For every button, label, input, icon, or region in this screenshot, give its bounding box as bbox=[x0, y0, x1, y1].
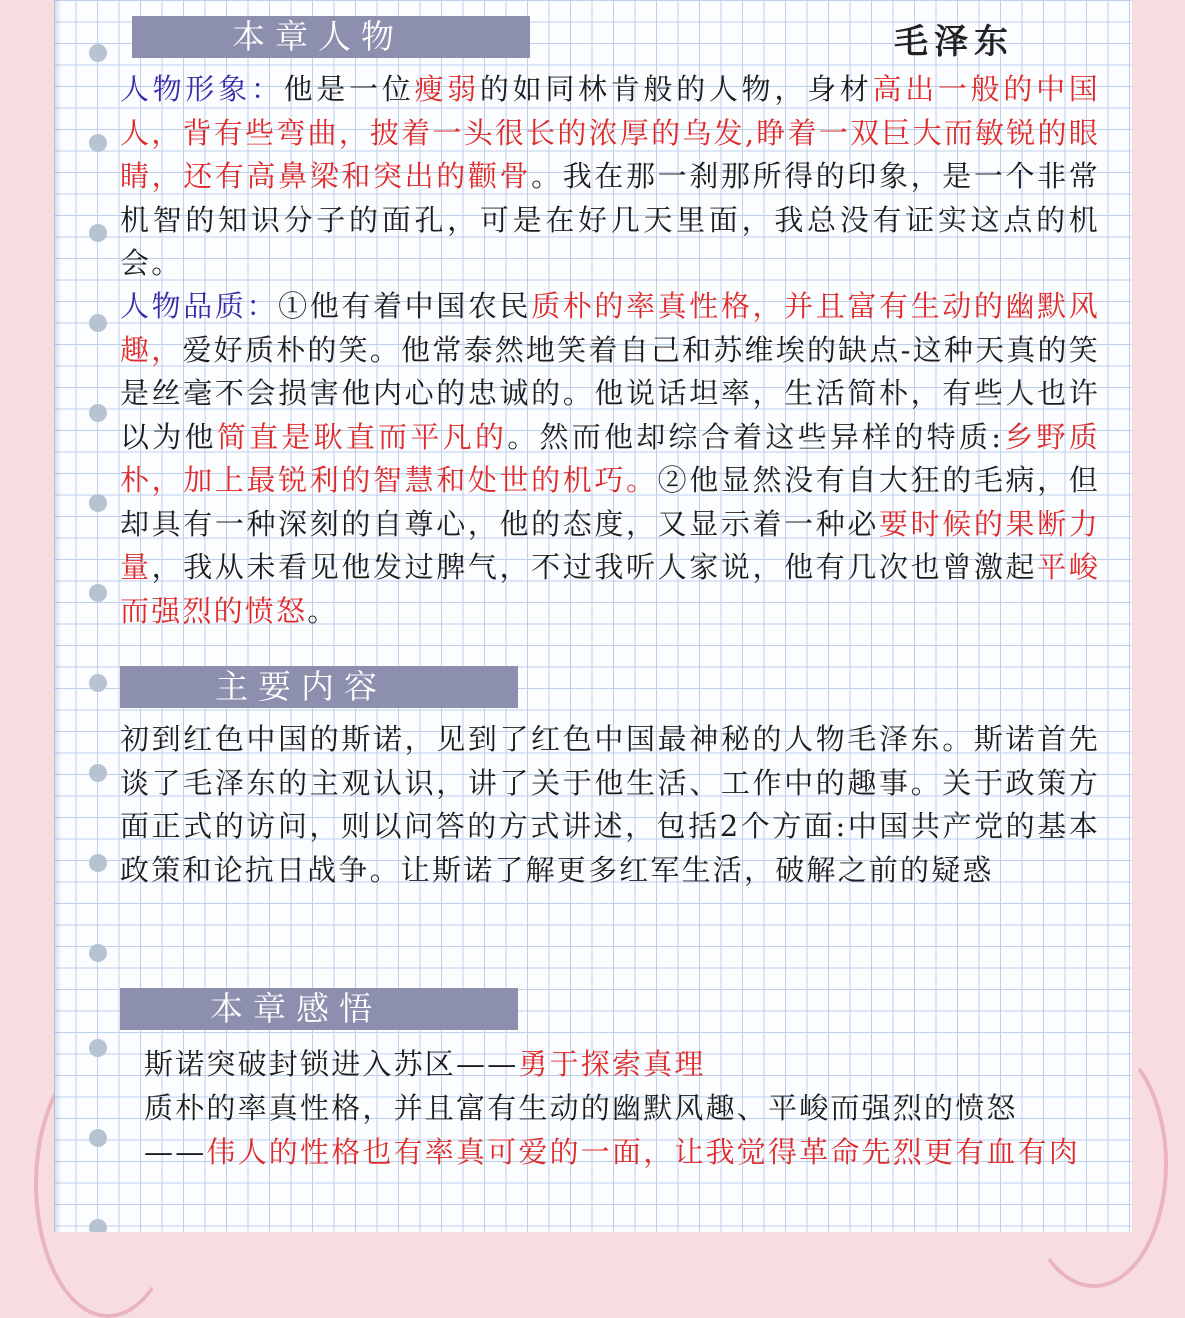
body-text: 爱好质朴的笑。他常泰然地笑着自己和苏维埃的缺点-这种天真的笑是丝毫不会损害他内心的忠诚的。他说话坦率，生活简朴，有些人也许以为他 bbox=[120, 332, 1100, 454]
binder-hole bbox=[89, 1219, 107, 1232]
binder-hole bbox=[89, 1039, 107, 1057]
section-title: 本章感悟 bbox=[210, 989, 382, 1028]
highlight-text: 高出一般的中国人，背有些弯曲，披着一头很长的浓厚的乌发,睁着一双巨大而敏锐的眼睛，还有高鼻梁和突出的颧骨 bbox=[120, 72, 1100, 193]
highlight-text: 质朴的率真性格，并且富有生动的幽默风趣， bbox=[120, 289, 1100, 367]
binder-hole bbox=[89, 44, 107, 62]
character-image-paragraph bbox=[120, 68, 1100, 286]
reflection-line-3 bbox=[144, 1130, 1119, 1174]
body-text: 。我在那一刹那所得的印象，是一个非常机智的知识分子的面孔，可是在好几天里面，我总没有证实这点的机会。 bbox=[120, 159, 1100, 280]
body-text: 的如同林肯般的人物，身材 bbox=[479, 72, 873, 106]
highlight-text: 瘦弱 bbox=[414, 72, 480, 106]
section-header-characters bbox=[132, 16, 530, 58]
binder-hole bbox=[89, 1129, 107, 1147]
character-quality-paragraph bbox=[120, 285, 1100, 633]
reflection-line-1 bbox=[144, 1042, 1119, 1086]
binder-hole bbox=[89, 854, 107, 872]
reflection-line-1-text: 斯诺突破封锁进入苏区—— bbox=[144, 1047, 519, 1081]
body-text: 。 bbox=[307, 593, 339, 628]
binder-hole bbox=[89, 764, 107, 782]
reflection-line-2: 质朴的率真性格，并且富有生动的幽默风趣、平峻而强烈的愤怒 bbox=[144, 1091, 1018, 1125]
main-content-paragraph: 初到红色中国的斯诺，见到了红色中国最神秘的人物毛泽东。斯诺首先谈了毛泽东的主观认识，讲了关于他生活、工作中的趣事。关于政策方面正式的访问，则以问答的方式讲述，包括2个方面:中国共产党的基本政策和论抗日战争。让斯诺了解更多红军生活，破解之前的疑惑 bbox=[120, 722, 1100, 887]
body-text: ，我从未看见他发过脾气，不过我听人家说，他有几次也曾激起 bbox=[151, 550, 1038, 584]
character-image-label: 人物形象： bbox=[120, 72, 284, 106]
binder-hole bbox=[89, 944, 107, 962]
body-text: ①他有着中国农民 bbox=[278, 289, 532, 323]
binder-hole bbox=[89, 584, 107, 602]
binder-hole bbox=[89, 134, 107, 152]
body-text: 他是一位 bbox=[283, 72, 415, 106]
binder-hole bbox=[89, 494, 107, 512]
body-text: ②他显然没有自大狂的毛病，但却具有一种深刻的自尊心，他的态度，又显示着一种必 bbox=[120, 463, 1100, 541]
highlight-text: 简直是耿直而平凡的 bbox=[216, 419, 508, 454]
body-text: 。然而他却综合着这些异样的特质: bbox=[507, 419, 1004, 454]
character-quality-label: 人物品质： bbox=[120, 289, 279, 323]
section-title: 主要内容 bbox=[215, 667, 387, 706]
reflection-line-1-highlight: 勇于探索真理 bbox=[518, 1047, 706, 1081]
binder-hole bbox=[89, 224, 107, 242]
highlight-text: 平峻而强烈的愤怒 bbox=[120, 550, 1100, 628]
page-edge-shadow bbox=[54, 0, 62, 1232]
section-header-reflection bbox=[120, 988, 518, 1030]
section-title: 本章人物 bbox=[232, 17, 404, 56]
binder-hole bbox=[89, 674, 107, 692]
highlight-text: 乡野质朴，加上最锐利的智慧和处世的机巧。 bbox=[120, 419, 1100, 497]
reflection-line-3-dash: —— bbox=[144, 1135, 207, 1169]
character-quality-text bbox=[120, 289, 1100, 628]
character-name: 毛泽东 bbox=[894, 22, 1014, 62]
highlight-text: 要时候的果断力量 bbox=[120, 506, 1100, 584]
reflection-block bbox=[144, 1042, 1119, 1174]
notebook-page bbox=[54, 0, 1132, 1232]
reflection-line-3-highlight: 伟人的性格也有率真可爱的一面，让我觉得革命先烈更有血有肉 bbox=[206, 1135, 1081, 1169]
binder-hole bbox=[89, 314, 107, 332]
section-header-main-content bbox=[120, 666, 518, 708]
binder-hole bbox=[89, 404, 107, 422]
